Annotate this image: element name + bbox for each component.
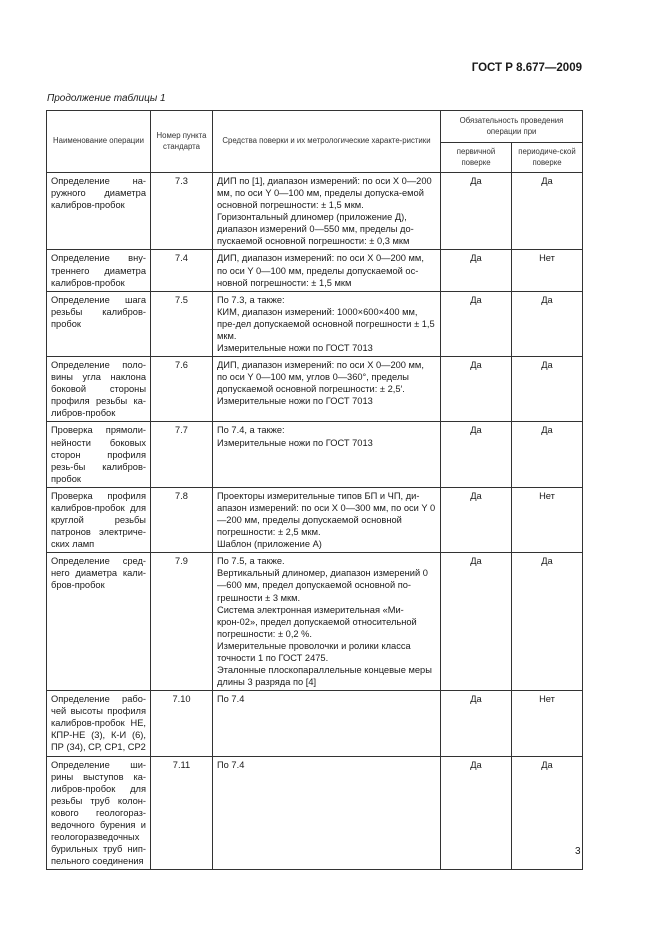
means-line: Измерительные ножи по ГОСТ 7013 xyxy=(217,437,373,448)
table-caption: Продолжение таблицы 1 xyxy=(47,93,166,104)
means-line: По 7.4 xyxy=(217,759,245,770)
table-row xyxy=(47,357,583,422)
means-line: По 7.5, а также. xyxy=(217,556,285,567)
verification-means xyxy=(213,357,441,422)
verification-means xyxy=(213,691,441,756)
means-line: Вертикальный длиномер, диапазон измерений 0—600 мм, предел допускаемой основной по-грешности ± 3 мкм. xyxy=(217,568,428,603)
primary-verification: Да xyxy=(441,691,512,756)
verification-means xyxy=(213,250,441,291)
primary-verification: Да xyxy=(441,422,512,487)
periodic-verification: Нет xyxy=(512,691,583,756)
primary-verification: Да xyxy=(441,250,512,291)
item-number: 7.7 xyxy=(151,422,213,487)
verification-means xyxy=(213,422,441,487)
header-mandatory: Обязательность проведения операции при xyxy=(441,111,583,143)
operation-name: Определение шага резьбы калибров-пробок xyxy=(47,291,151,356)
periodic-verification: Да xyxy=(512,357,583,422)
operation-name: Проверка прямоли-нейности боковых сторон профиля резь-бы калибров-пробок xyxy=(47,422,151,487)
table-row xyxy=(47,756,583,870)
primary-verification: Да xyxy=(441,357,512,422)
operation-name: Определение сред-него диаметра кали-бров-пробок xyxy=(47,553,151,691)
means-line: Система электронная измерительная «Ми-крон-02», предел допускаемой относительной погрешности: ± 0,2 %. xyxy=(217,604,417,639)
means-line: По 7.4, а также: xyxy=(217,425,285,436)
means-line: Измерительные ножи по ГОСТ 7013 xyxy=(217,396,373,407)
means-line: Горизонтальный длиномер (приложение Д), диапазон измерений 0—550 мм, пределы до-пускаемой основной погрешности: ± 0,3 мкм xyxy=(217,212,414,247)
periodic-verification: Да xyxy=(512,756,583,870)
operation-name: Определение на-ружного диаметра калибров-пробок xyxy=(47,173,151,250)
operation-name: Проверка профиля калибров-пробок для круглой резьбы патронов электриче-ских ламп xyxy=(47,487,151,552)
item-number: 7.10 xyxy=(151,691,213,756)
primary-verification: Да xyxy=(441,291,512,356)
item-number: 7.3 xyxy=(151,173,213,250)
verification-operations-table xyxy=(46,110,583,870)
table-row xyxy=(47,691,583,756)
primary-verification: Да xyxy=(441,553,512,691)
table-row xyxy=(47,553,583,691)
operation-name: Определение вну-треннего диаметра калибров-пробок xyxy=(47,250,151,291)
table-row xyxy=(47,487,583,552)
means-line: Измерительные проволочки и ролики класса точности 1 по ГОСТ 2475. xyxy=(217,640,411,663)
periodic-verification: Да xyxy=(512,173,583,250)
table-row xyxy=(47,173,583,250)
means-line: Проекторы измерительные типов БП и ЧП, ди-апазон измерений: по оси X 0—300 мм, по оси Y 0—200 мм, пределы допускаемой основной погрешности: ± 2,5 мкм. xyxy=(217,490,436,538)
header-means: Средства поверки и их метрологические характе-ристики xyxy=(213,111,441,173)
periodic-verification: Да xyxy=(512,422,583,487)
operation-name: Определение поло-вины угла наклона боковой стороны профиля резьбы ка-либров-пробок xyxy=(47,357,151,422)
item-number: 7.8 xyxy=(151,487,213,552)
means-line: Шаблон (приложение А) xyxy=(217,539,322,550)
means-line: По 7.4 xyxy=(217,694,245,705)
verification-means xyxy=(213,553,441,691)
verification-means xyxy=(213,291,441,356)
item-number: 7.4 xyxy=(151,250,213,291)
primary-verification: Да xyxy=(441,756,512,870)
standard-designation: ГОСТ Р 8.677—2009 xyxy=(471,62,582,74)
table-row xyxy=(47,291,583,356)
header-item-number: Номер пункта стандарта xyxy=(151,111,213,173)
item-number: 7.9 xyxy=(151,553,213,691)
periodic-verification: Да xyxy=(512,291,583,356)
periodic-verification: Да xyxy=(512,553,583,691)
item-number: 7.6 xyxy=(151,357,213,422)
verification-means xyxy=(213,173,441,250)
operation-name: Определение ши-рины выступов ка-либров-пробок для резьбы труб колон-кового геологораз-ведочного бурения и геологоразведочных бурильных труб нип-пельного соединения xyxy=(47,756,151,870)
header-primary: первичной поверке xyxy=(441,143,512,173)
verification-means xyxy=(213,756,441,870)
periodic-verification: Нет xyxy=(512,250,583,291)
means-line: По 7.3, а также: xyxy=(217,294,285,305)
table-row xyxy=(47,250,583,291)
primary-verification: Да xyxy=(441,173,512,250)
means-line: КИМ, диапазон измерений: 1000×600×400 мм, пре-дел допускаемой основной погрешности ± 1,5 мкм. xyxy=(217,306,435,341)
means-line: ДИП, диапазон измерений: по оси X 0—200 мм, по оси Y 0—100 мм, углов 0—360°, пределы допускаемой основной погрешности: ± 2,5′. xyxy=(217,360,424,395)
means-line: Измерительные ножи по ГОСТ 7013 xyxy=(217,343,373,354)
means-line: ДИП, диапазон измерений: по оси X 0—200 мм, по оси Y 0—100 мм, пределы допускаемой ос-новной погрешности: ± 1,5 мкм xyxy=(217,253,424,288)
page-number: 3 xyxy=(575,846,581,857)
means-line: Эталонные плоскопараллельные концевые меры длины 3 разряда по [4] xyxy=(217,664,432,688)
operation-name: Определение рабо-чей высоты профиля калибров-пробок НЕ, КПР-НЕ (3), К-И (6), ПР (34), СР, СР1, СР2 xyxy=(47,691,151,756)
periodic-verification: Нет xyxy=(512,487,583,552)
verification-means xyxy=(213,487,441,552)
header-operation-name: Наименование операции xyxy=(47,111,151,173)
primary-verification: Да xyxy=(441,487,512,552)
header-periodic: периодиче-ской поверке xyxy=(512,143,583,173)
item-number: 7.5 xyxy=(151,291,213,356)
item-number: 7.11 xyxy=(151,756,213,870)
table-row xyxy=(47,422,583,487)
means-line: ДИП по [1], диапазон измерений: по оси X 0—200 мм, по оси Y 0—100 мм, пределы допуска-емой основной погрешности: ± 1,5 мкм. xyxy=(217,176,432,211)
